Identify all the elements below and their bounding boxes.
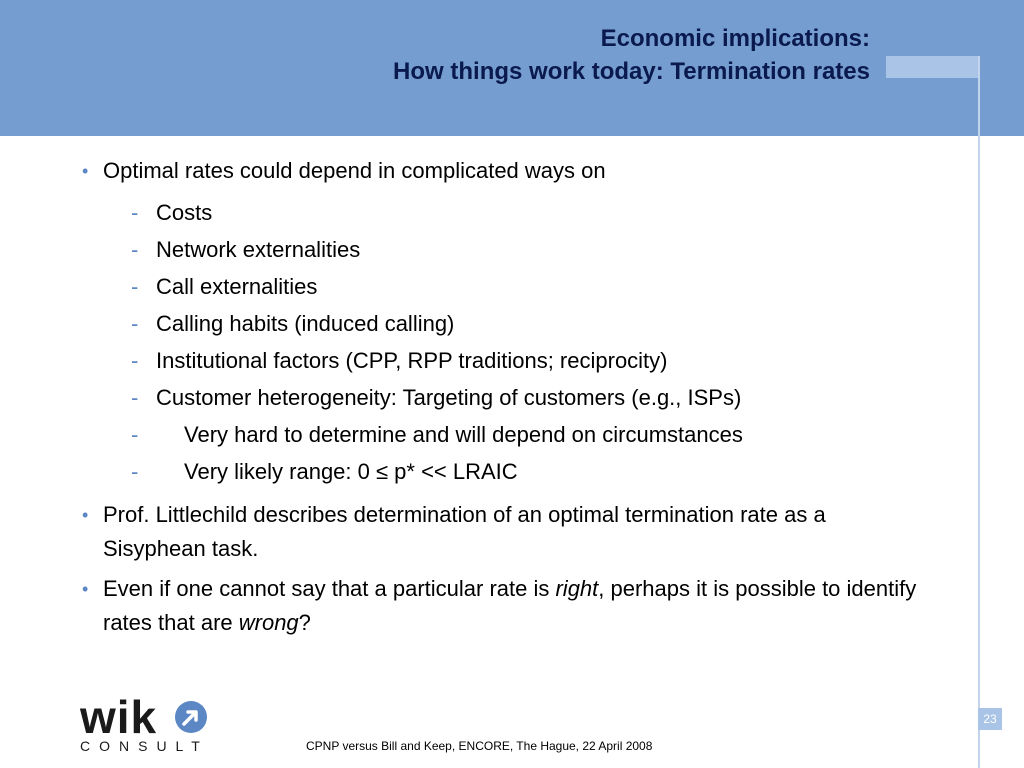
sub-item-text: Network externalities [156,237,361,262]
bullet-marker: • [82,579,89,599]
sub-list [82,194,932,490]
dash-marker: - [131,311,139,336]
sub-item [82,453,932,490]
sub-item [82,231,932,268]
title-line-1: Economic implications: [600,25,870,52]
bullet-optimal-rates [82,154,932,188]
logo-arrow-icon [174,700,208,734]
title-line-2: How things work today: Termination rates [393,58,870,85]
bullet-text: Optimal rates could depend in complicated ways on [103,158,606,183]
decorative-box [886,56,978,78]
sub-item-text: Call externalities [156,274,318,299]
bullet-text: Prof. Littlechild describes determination of an optimal termination rate as a Sisyphean task. [103,502,826,561]
logo-word: wik [80,691,158,743]
sub-item [82,305,932,342]
slide-body [82,154,932,646]
dash-marker: - [131,348,139,373]
sub-item [82,268,932,305]
logo-subtitle: CONSULT [80,738,209,754]
sub-item [82,342,932,379]
sub-item-text: Calling habits (induced calling) [156,311,455,336]
sub-item [82,416,932,453]
decorative-vertical-line [978,56,980,768]
sub-item-text: Costs [156,200,213,225]
bullet-right-wrong [82,572,932,640]
dash-marker: - [131,237,139,262]
bullet-marker: • [82,505,89,525]
dash-marker: - [131,422,139,447]
bullet-text-part3: ? [298,610,311,635]
sub-item-text: Institutional factors (CPP, RPP traditions; reciprocity) [156,348,668,373]
footer-text: CPNP versus Bill and Keep, ENCORE, The Hague, 22 April 2008 [306,739,653,753]
sub-item-text: Very likely range: 0 ≤ p* << LRAIC [184,459,518,484]
slide-title [110,22,870,88]
sub-item [82,194,932,231]
wik-consult-logo [80,691,210,758]
sub-item [82,379,932,416]
bullet-littlechild [82,498,932,566]
bullet-text-part2: , perhaps it is possible to identify rates that are [103,576,917,635]
page-number: 23 [978,708,1002,730]
bullet-text-part1: Even if one cannot say that a particular rate is [103,576,556,601]
sub-item-text: Very hard to determine and will depend on circumstances [184,422,743,447]
dash-marker: - [131,385,139,410]
dash-marker: - [131,459,139,484]
emphasis-right: right [555,576,599,601]
emphasis-wrong: wrong [238,610,299,635]
bullet-marker: • [82,161,89,181]
dash-marker: - [131,200,139,225]
dash-marker: - [131,274,139,299]
header-band [0,0,1024,136]
sub-item-text: Customer heterogeneity: Targeting of customers (e.g., ISPs) [156,385,742,410]
